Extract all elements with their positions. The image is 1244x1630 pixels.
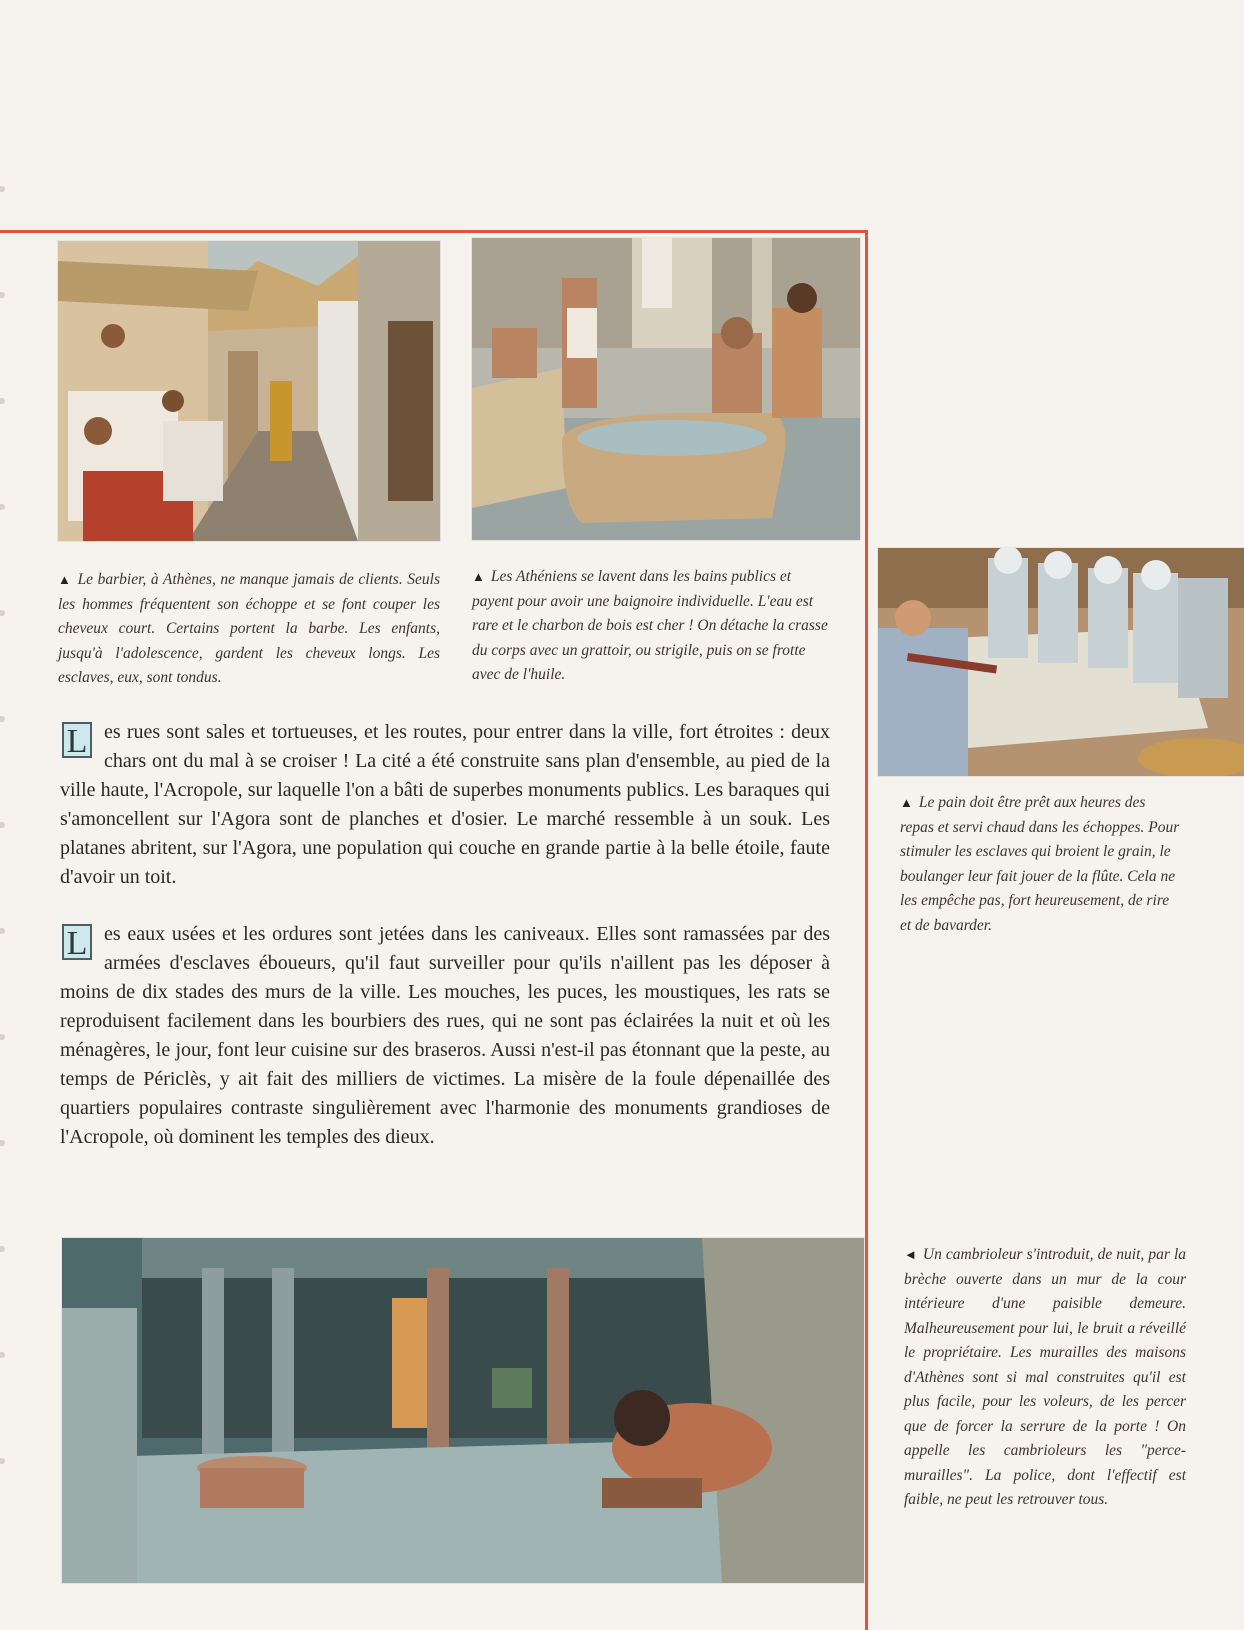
body-paragraph-1 <box>60 718 830 892</box>
triangle-up-icon: ▲ <box>58 572 72 587</box>
baths-illustration <box>472 238 860 540</box>
burglar-caption-text: Un cambrioleur s'introduit, de nuit, par la brèche ouverte dans un mur de la cour intérieure d'une paisible demeure. Malheureusement pour lui, le bruit a réveillé le propriétaire. Les murailles des maisons d'Athènes sont si mal construites qu'il est plus facile, pour les voleurs, de les percer que de forcer la serrure de la porte ! On appelle les cambrioleurs les "perce-murailles". La police, dont l'effectif est faible, ne peut les retrouver tous. <box>904 1246 1186 1508</box>
bread-caption <box>900 791 1180 938</box>
drop-cap: L <box>62 924 92 960</box>
bakery-illustration <box>878 548 1244 776</box>
body-paragraph-2 <box>60 920 830 1152</box>
baths-caption-text: Les Athéniens se lavent dans les bains publics et payent pour avoir une baignoire individuelle. L'eau est rare et le charbon de bois est cher ! On détache la crasse du corps avec un grattoir, ou strigile, puis on se frotte avec de l'huile. <box>472 568 828 683</box>
barber-caption-text: Le barbier, à Athènes, ne manque jamais de clients. Seuls les hommes fréquentent son échoppe et se font couper les cheveux court. Certains portent la barbe. Les enfants, jusqu'à l'adolescence, gardent les cheveux longs. Les esclaves, eux, sont tondus. <box>58 571 440 686</box>
paragraph-1-text: es rues sont sales et tortueuses, et les routes, pour entrer dans la ville, fort étroites : deux chars ont du mal à se croiser ! La cité a été construite sans plan d'ensemble, au pied de la ville haute, l'Acropole, sur laquelle l'on a bâti de superbes monuments publics. Les baraques qui s'amoncellent sur l'Agora sont de planches et d'osier. Le marché ressemble à un souk. Les platanes abritent, sur l'Agora, une population qui couche en grande partie à la belle étoile, faute d'avoir un toit. <box>60 721 830 888</box>
baths-caption <box>472 565 832 688</box>
barber-caption <box>58 568 440 691</box>
triangle-up-icon: ▲ <box>900 795 913 810</box>
burglar-illustration <box>62 1238 864 1583</box>
triangle-up-icon: ▲ <box>472 569 485 584</box>
drop-cap: L <box>62 722 92 758</box>
bread-caption-text: Le pain doit être prêt aux heures des repas et servi chaud dans les échoppes. Pour stimuler les esclaves qui broient le grain, le boulanger leur fait jouer de la flûte. Cela ne les empêche pas, fort heureusement, de rire et de bavarder. <box>900 794 1180 934</box>
barber-illustration <box>58 241 440 541</box>
paragraph-2-text: es eaux usées et les ordures sont jetées dans les caniveaux. Elles sont ramassées par des armées d'esclaves éboueurs, qu'il faut surveiller pour qu'ils n'aillent pas les déposer à moins de dix stades des murs de la ville. Les mouches, les puces, les moustiques, les rats se reproduisent facilement dans les bourbiers des rues, qui ne sont pas éclairées la nuit et où les ménagères, le jour, font leur cuisine sur des braseros. Aussi n'est-il pas étonnant que la peste, au temps de Périclès, y ait fait des milliers de victimes. La misère de la foule dépenaillée des quartiers populaires contraste singulièrement avec l'harmonie des monuments grandioses de l'Acropole, où dominent les temples des dieux. <box>60 923 830 1148</box>
burglar-caption <box>904 1243 1186 1513</box>
triangle-left-icon: ◄ <box>904 1247 917 1262</box>
